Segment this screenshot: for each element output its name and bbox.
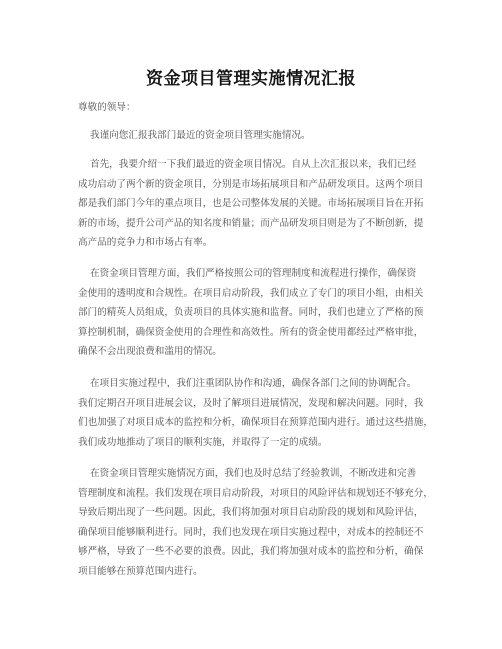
salutation-paragraph	[78, 98, 428, 118]
paragraph-line: 尊敬的领导：	[78, 102, 136, 113]
implementation-paragraph	[78, 374, 433, 452]
paragraph-line: 部门的精英人员组成，负责项目的具体实施和监督。同时，我们也建立了严格的预	[78, 307, 424, 319]
paragraph-line: 算控制机制，确保资金使用的合理性和高效性。所有的资金使用都经过严格审批，	[78, 326, 424, 338]
lessons-learned-paragraph	[78, 464, 433, 582]
paragraph-line: 确保项目能够顺利进行。同时，我们也发现在项目实施过程中，对成本的控制还不	[78, 526, 424, 538]
document-title: 资金项目管理实施情况汇报	[146, 69, 356, 89]
paragraph-line: 们也加强了对项目成本的监控和分析，确保项目在预算范围内进行。通过这些措施，	[78, 417, 433, 429]
paragraph-line: 金使用的透明度和合规性。在项目启动阶段，我们成立了专门的项目小组，由相关	[78, 287, 424, 299]
paragraph-line: 都是我们部门今年的重点项目，也是公司整体发展的关键。市场拓展项目旨在开拓	[78, 198, 424, 210]
fund-management-paragraph	[78, 264, 428, 362]
paragraph-line: 成功启动了两个新的资金项目，分别是市场拓展项目和产品研发项目。这两个项目	[78, 178, 424, 190]
paragraph-line: 我们成功地推动了项目的顺利实施，并取得了一定的成绩。	[78, 436, 328, 448]
paragraph-line: 在资金项目管理实施情况方面，我们也及时总结了经验教训，不断改进和完善	[90, 468, 417, 479]
paragraph-line: 我谨向您汇报我部门最近的资金项目管理实施情况。	[90, 130, 311, 141]
project-overview-paragraph	[78, 155, 428, 253]
paragraph-line: 新的市场，提升公司产品的知名度和销量；而产品研发项目则是为了不断创新，提	[78, 217, 424, 229]
paragraph-line: 导致后期出现了一些问题。因此，我们将加强对项目启动阶段的规划和风险评估，	[78, 507, 424, 519]
paragraph-line: 确保不会出现浪费和滥用的情况。	[78, 346, 222, 358]
intro-paragraph	[78, 126, 428, 146]
paragraph-line: 在资金项目管理方面，我们严格按照公司的管理制度和流程进行操作，确保资	[90, 268, 417, 279]
paragraph-line: 首先，我要介绍一下我们最近的资金项目情况。自从上次汇报以来，我们已经	[90, 159, 417, 170]
paragraph-line: 管理制度和流程。我们发现在项目启动阶段，对项目的风险评估和规划还不够充分，	[78, 487, 433, 499]
paragraph-line: 够严格，导致了一些不必要的浪费。因此，我们将加强对成本的监控和分析，确保	[78, 546, 424, 558]
paragraph-line: 在项目实施过程中，我们注重团队协作和沟通，确保各部门之间的协调配合。	[90, 378, 417, 389]
paragraph-line: 项目能够在预算范围内进行。	[78, 565, 203, 577]
paragraph-line: 我们定期召开项目进展会议，及时了解项目进展情况，发现和解决问题。同时，我	[78, 397, 424, 409]
paragraph-line: 高产品的竞争力和市场占有率。	[78, 237, 213, 249]
